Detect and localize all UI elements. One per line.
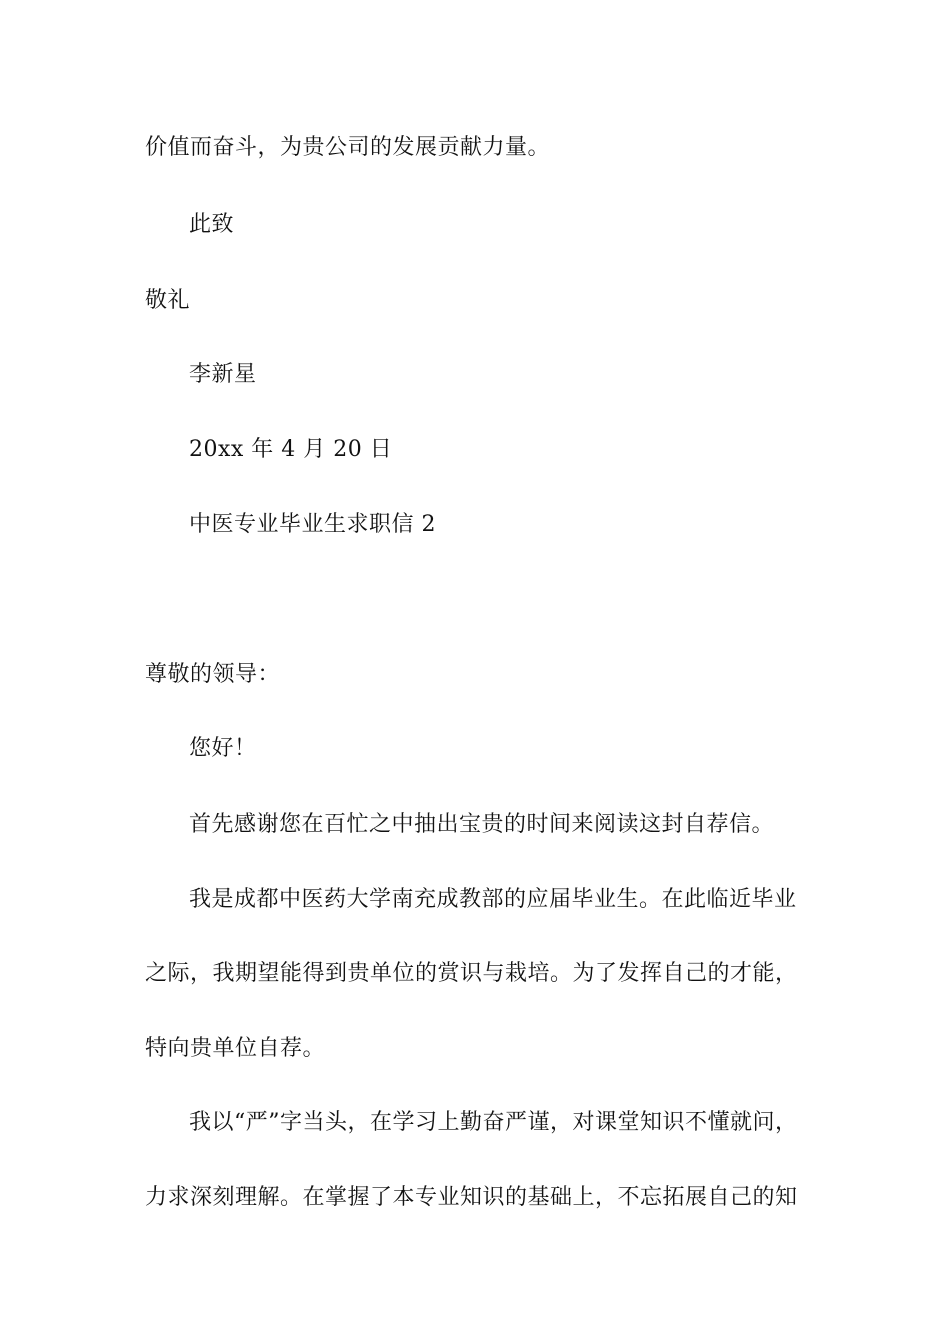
signature-date: 20xx 年 4 月 20 日 xyxy=(189,437,393,462)
paragraph-line: 特向贵单位自荐。 xyxy=(145,1036,326,1061)
paragraph-line: 首先感谢您在百忙之中抽出宝贵的时间来阅读这封自荐信。 xyxy=(189,812,775,837)
paragraph-line: 我是成都中医药大学南充成教部的应届毕业生。在此临近毕业 xyxy=(189,887,797,912)
paragraph-line: 之际，我期望能得到贵单位的赏识与栽培。为了发挥自己的才能， xyxy=(145,961,798,986)
paragraph-line: 力求深刻理解。在掌握了本专业知识的基础上，不忘拓展自己的知 xyxy=(145,1185,798,1210)
section-title: 中医专业毕业生求职信 2 xyxy=(189,512,436,537)
greeting: 尊敬的领导： xyxy=(145,662,281,687)
paragraph-line: 价值而奋斗，为贵公司的发展贡献力量。 xyxy=(145,135,551,160)
closing-salutation: 此致 xyxy=(189,212,235,237)
greeting-hello: 您好！ xyxy=(189,736,257,761)
closing-regards: 敬礼 xyxy=(145,288,191,313)
signature-name: 李新星 xyxy=(189,362,257,387)
paragraph-line: 我以“严”字当头，在学习上勤奋严谨，对课堂知识不懂就问， xyxy=(189,1110,798,1135)
